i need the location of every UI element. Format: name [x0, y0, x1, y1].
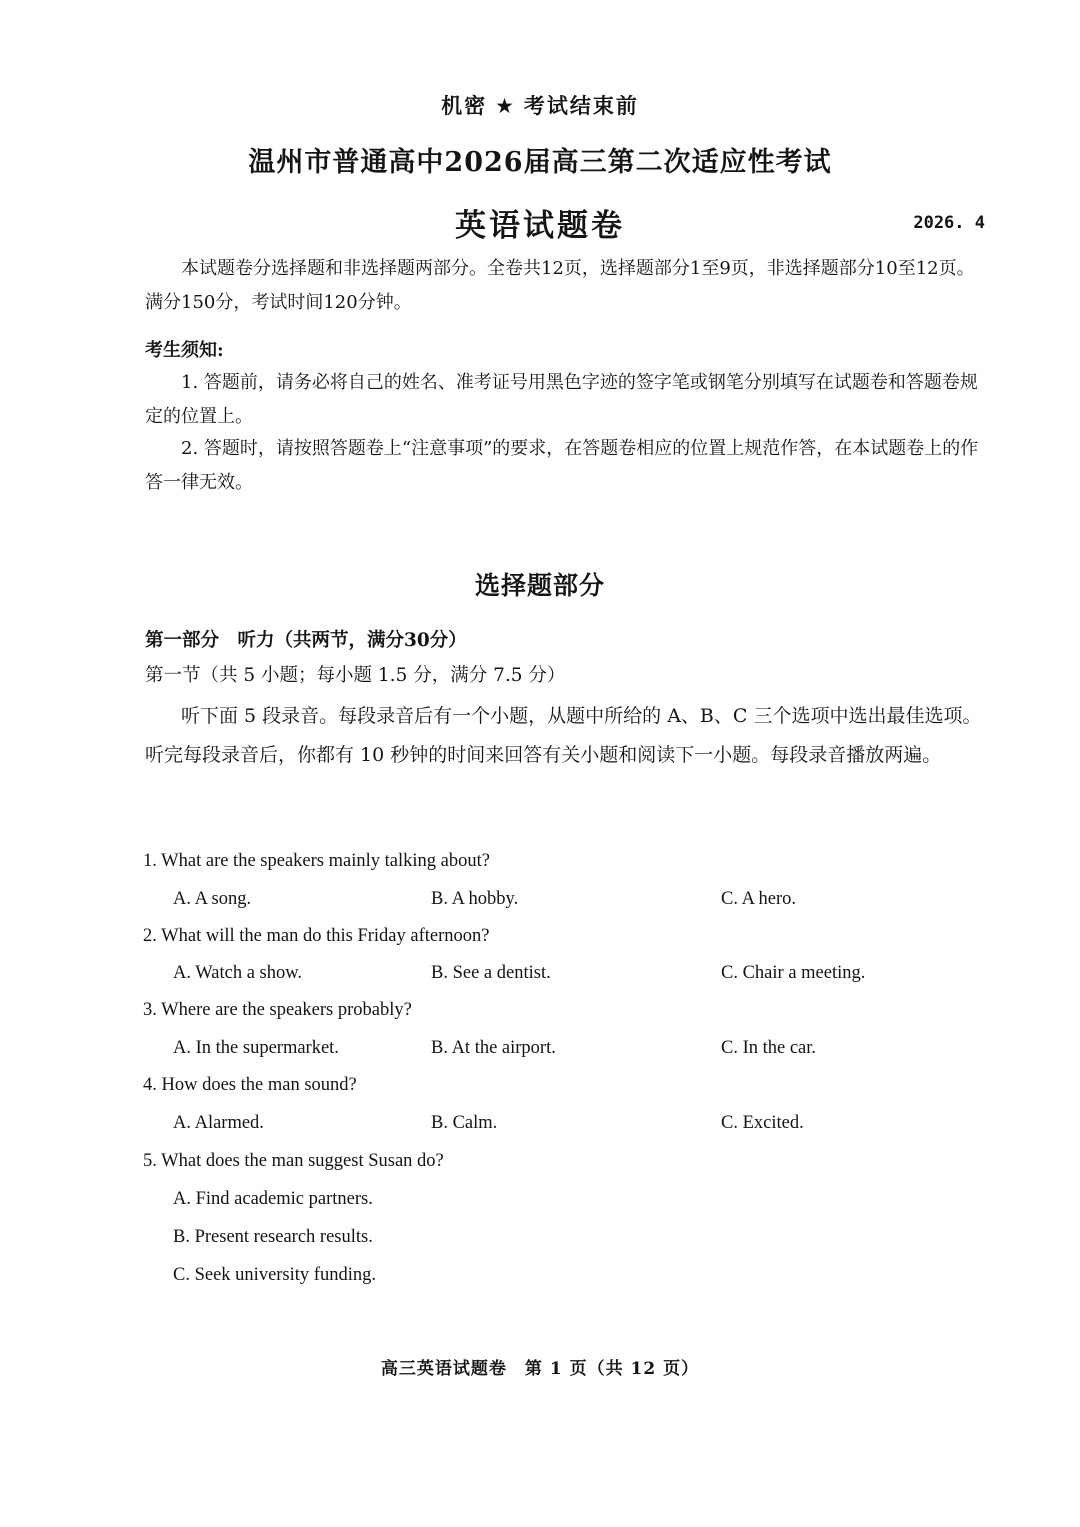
- q5-option-b: B. Present research results.: [173, 1227, 373, 1247]
- q4-option-b: B. Calm.: [431, 1113, 498, 1133]
- question-4: 4. How does the man sound?: [143, 1075, 357, 1095]
- q2-option-c: C. Chair a meeting.: [721, 963, 866, 983]
- q5-option-c: C. Seek university funding.: [173, 1265, 376, 1285]
- q3-option-c: C. In the car.: [721, 1038, 817, 1058]
- q1-option-a: A. A song.: [173, 889, 252, 909]
- exam-title: 温州市普通高中2026届高三第二次适应性考试: [248, 147, 832, 178]
- exam-date: 2026. 4: [913, 213, 985, 233]
- notice-heading: 考生须知:: [145, 340, 224, 361]
- listening-instructions: 听下面 5 段录音。每段录音后有一个小题，从题中所给的 A、B、C 三个选项中选出最佳选项。听完每段录音后，你都有 10 秒钟的时间来回答有关小题和阅读下一小题。每段录音播放两遍。: [145, 705, 982, 766]
- question-1: 1. What are the speakers mainly talking about?: [143, 851, 490, 871]
- question-5: 5. What does the man suggest Susan do?: [143, 1151, 444, 1171]
- star-icon: ★: [495, 94, 516, 118]
- q5-option-a: A. Find academic partners.: [173, 1189, 373, 1209]
- section-heading: 选择题部分: [474, 571, 605, 600]
- q4-option-c: C. Excited.: [721, 1113, 804, 1133]
- q3-option-a: A. In the supermarket.: [173, 1038, 339, 1058]
- part1-heading: 第一部分 听力（共两节，满分30分）: [145, 630, 467, 651]
- q1-option-b: B. A hobby.: [431, 889, 519, 909]
- confidential-label: [0, 90, 1080, 120]
- q1-option-c: C. A hero.: [721, 889, 797, 909]
- page-footer: 高三英语试题卷 第 1 页（共 12 页）: [380, 1359, 700, 1379]
- q2-option-b: B. See a dentist.: [431, 963, 551, 983]
- notice-item-2: 2. 答题时，请按照答题卷上“注意事项”的要求，在答题卷相应的位置上规范作答，在本试题卷上的作答一律无效。: [145, 438, 979, 493]
- question-3: 3. Where are the speakers probably?: [143, 1000, 412, 1020]
- q4-option-a: A. Alarmed.: [173, 1113, 264, 1133]
- q2-option-a: A. Watch a show.: [173, 963, 303, 983]
- notice-item-1: 1. 答题前，请务必将自己的姓名、准考证号用黑色字迹的签字笔或钢笔分别填写在试题卷和答题卷规定的位置上。: [145, 372, 978, 427]
- question-2: 2. What will the man do this Friday afternoon?: [143, 926, 490, 946]
- sec1-heading: 第一节（共 5 小题；每小题 1.5 分，满分 7.5 分）: [145, 665, 566, 686]
- intro-paragraph: 本试题卷分选择题和非选择题两部分。全卷共12页，选择题部分1至9页，非选择题部分10至12页。满分150分，考试时间120分钟。: [145, 258, 975, 313]
- q3-option-b: B. At the airport.: [431, 1038, 556, 1058]
- subject-title: 英语试题卷: [455, 208, 625, 244]
- confidential-text: 机密: [441, 93, 488, 118]
- confidential-note: 考试结束前: [523, 93, 639, 118]
